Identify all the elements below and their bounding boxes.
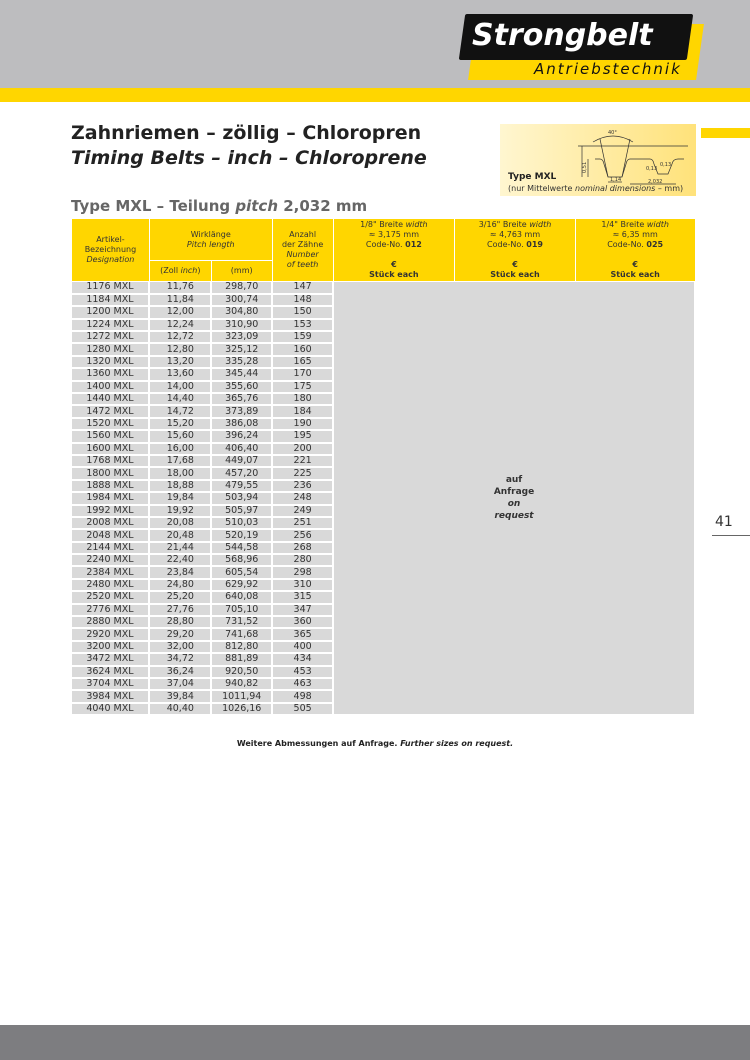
mm-cell: 345,44 (211, 368, 272, 380)
table-row (72, 282, 696, 294)
teeth-cell: 365 (272, 628, 333, 640)
article-cell: 1768 MXL (72, 455, 150, 467)
article-cell: 4040 MXL (72, 703, 150, 715)
inch-cell: 18,00 (149, 467, 211, 479)
teeth-cell: 195 (272, 430, 333, 442)
teeth-cell: 453 (272, 666, 333, 678)
teeth-cell: 268 (272, 542, 333, 554)
inch-cell: 12,80 (149, 343, 211, 355)
mm-cell: 568,96 (211, 554, 272, 566)
diagram-type: Type MXL (508, 172, 557, 182)
mm-cell: 812,80 (211, 641, 272, 653)
article-cell: 1992 MXL (72, 505, 150, 517)
article-cell: 1280 MXL (72, 343, 150, 355)
article-cell: 2240 MXL (72, 554, 150, 566)
article-cell: 3472 MXL (72, 653, 150, 665)
tooth-height-label: 0,51 (582, 161, 588, 173)
teeth-cell: 190 (272, 418, 333, 430)
article-cell: 2144 MXL (72, 542, 150, 554)
mm-cell: 335,28 (211, 356, 272, 368)
page-title-en: Timing Belts – inch – Chloroprene (71, 147, 427, 169)
teeth-cell: 150 (272, 306, 333, 318)
inch-cell: 28,80 (149, 616, 211, 628)
inch-cell: 25,20 (149, 591, 211, 603)
teeth-cell: 165 (272, 356, 333, 368)
article-cell: 2480 MXL (72, 579, 150, 591)
teeth-cell: 170 (272, 368, 333, 380)
article-cell: 1520 MXL (72, 418, 150, 430)
teeth-cell: 180 (272, 393, 333, 405)
mm-cell: 881,89 (211, 653, 272, 665)
header-stripe (0, 88, 750, 102)
inch-cell: 12,00 (149, 306, 211, 318)
inch-cell: 19,92 (149, 505, 211, 517)
header-mm: (mm) (211, 261, 272, 282)
mm-cell: 406,40 (211, 443, 272, 455)
mm-cell: 373,89 (211, 405, 272, 417)
page-title: Zahnriemen – zöllig – Chloropren (71, 122, 422, 144)
teeth-cell: 159 (272, 331, 333, 343)
teeth-cell: 463 (272, 678, 333, 690)
footer-bar (0, 1025, 750, 1060)
mm-cell: 310,90 (211, 319, 272, 331)
inch-cell: 18,88 (149, 480, 211, 492)
angle-label: 40° (608, 130, 617, 136)
teeth-cell: 221 (272, 455, 333, 467)
article-cell: 3200 MXL (72, 641, 150, 653)
inch-cell: 27,76 (149, 604, 211, 616)
article-cell: 1200 MXL (72, 306, 150, 318)
teeth-cell: 200 (272, 443, 333, 455)
teeth-cell: 153 (272, 319, 333, 331)
mm-cell: 503,94 (211, 492, 272, 504)
inch-cell: 36,24 (149, 666, 211, 678)
mm-cell: 544,58 (211, 542, 272, 554)
inch-cell: 12,72 (149, 331, 211, 343)
header-article: Artikel- Bezeichnung Designation (72, 219, 150, 282)
inch-cell: 15,60 (149, 430, 211, 442)
inch-cell: 13,20 (149, 356, 211, 368)
header-pitch-length: Wirklänge Pitch length (149, 219, 272, 261)
article-cell: 1400 MXL (72, 381, 150, 393)
pitch-label: 2,032 (648, 179, 663, 185)
teeth-cell: 280 (272, 554, 333, 566)
page-number: 41 (715, 514, 733, 530)
inch-cell: 39,84 (149, 690, 211, 702)
article-cell: 2880 MXL (72, 616, 150, 628)
mm-cell: 741,68 (211, 628, 272, 640)
inch-cell: 22,40 (149, 554, 211, 566)
inch-cell: 11,84 (149, 294, 211, 306)
teeth-cell: 298 (272, 566, 333, 578)
teeth-cell: 148 (272, 294, 333, 306)
header-width-012: 1/8" Breite width ≈ 3,175 mm Code-No. 012 € Stück each (333, 219, 455, 282)
mm-cell: 396,24 (211, 430, 272, 442)
article-cell: 1560 MXL (72, 430, 150, 442)
teeth-cell: 248 (272, 492, 333, 504)
article-cell: 2048 MXL (72, 529, 150, 541)
mm-cell: 323,09 (211, 331, 272, 343)
mm-cell: 479,55 (211, 480, 272, 492)
article-cell: 2520 MXL (72, 591, 150, 603)
mm-cell: 365,76 (211, 393, 272, 405)
article-cell: 1440 MXL (72, 393, 150, 405)
article-cell: 1984 MXL (72, 492, 150, 504)
inch-cell: 15,20 (149, 418, 211, 430)
teeth-cell: 236 (272, 480, 333, 492)
teeth-cell: 315 (272, 591, 333, 603)
inch-cell: 12,24 (149, 319, 211, 331)
mm-cell: 731,52 (211, 616, 272, 628)
mm-cell: 510,03 (211, 517, 272, 529)
teeth-cell: 256 (272, 529, 333, 541)
mm-cell: 457,20 (211, 467, 272, 479)
mm-cell: 386,08 (211, 418, 272, 430)
inch-cell: 40,40 (149, 703, 211, 715)
mm-cell: 325,12 (211, 343, 272, 355)
mm-cell: 449,07 (211, 455, 272, 467)
inch-cell: 11,76 (149, 282, 211, 294)
article-cell: 1888 MXL (72, 480, 150, 492)
inch-cell: 13,60 (149, 368, 211, 380)
teeth-cell: 225 (272, 467, 333, 479)
width-label: 1,14 (610, 177, 622, 183)
tooth-profile-diagram (500, 124, 696, 196)
inch-cell: 14,00 (149, 381, 211, 393)
inch-cell: 16,00 (149, 443, 211, 455)
mm-cell: 1026,16 (211, 703, 272, 715)
mm-cell: 629,92 (211, 579, 272, 591)
inch-cell: 14,72 (149, 405, 211, 417)
mm-cell: 640,08 (211, 591, 272, 603)
mm-cell: 520,19 (211, 529, 272, 541)
mm-cell: 355,60 (211, 381, 272, 393)
mm-cell: 304,80 (211, 306, 272, 318)
radius-label-1: 0,13 (646, 166, 658, 172)
belt-table (71, 218, 696, 716)
header-width-019: 3/16" Breite width ≈ 4,763 mm Code-No. 019 € Stück each (455, 219, 576, 282)
article-cell: 1360 MXL (72, 368, 150, 380)
teeth-cell: 498 (272, 690, 333, 702)
diagram-note: (nur Mittelwerte nominal dimensions – mm) (508, 184, 684, 193)
section-subtitle: Type MXL – Teilung pitch 2,032 mm (71, 197, 368, 215)
teeth-cell: 160 (272, 343, 333, 355)
logo-tagline: Antriebstechnik (534, 60, 682, 78)
teeth-cell: 347 (272, 604, 333, 616)
teeth-cell: 147 (272, 282, 333, 294)
mm-cell: 605,54 (211, 566, 272, 578)
side-tab-marker (701, 128, 750, 138)
strongbelt-logo (462, 14, 702, 80)
inch-cell: 32,00 (149, 641, 211, 653)
article-cell: 2920 MXL (72, 628, 150, 640)
inch-cell: 14,40 (149, 393, 211, 405)
mm-cell: 298,70 (211, 282, 272, 294)
teeth-cell: 175 (272, 381, 333, 393)
article-cell: 1800 MXL (72, 467, 150, 479)
teeth-cell: 184 (272, 405, 333, 417)
price-on-request: auf Anfrage on request (333, 282, 695, 716)
article-cell: 1472 MXL (72, 405, 150, 417)
inch-cell: 24,80 (149, 579, 211, 591)
teeth-cell: 251 (272, 517, 333, 529)
header-teeth: Anzahl der Zähne Number of teeth (272, 219, 333, 282)
article-cell: 1176 MXL (72, 282, 150, 294)
mm-cell: 505,97 (211, 505, 272, 517)
mm-cell: 940,82 (211, 678, 272, 690)
article-cell: 2384 MXL (72, 566, 150, 578)
article-cell: 1272 MXL (72, 331, 150, 343)
teeth-cell: 400 (272, 641, 333, 653)
inch-cell: 20,48 (149, 529, 211, 541)
article-cell: 2776 MXL (72, 604, 150, 616)
mm-cell: 705,10 (211, 604, 272, 616)
article-cell: 3984 MXL (72, 690, 150, 702)
teeth-cell: 310 (272, 579, 333, 591)
inch-cell: 20,08 (149, 517, 211, 529)
inch-cell: 34,72 (149, 653, 211, 665)
header-width-025: 1/4" Breite width ≈ 6,35 mm Code-No. 025 € Stück each (575, 219, 695, 282)
teeth-cell: 249 (272, 505, 333, 517)
page-number-rule (712, 535, 750, 536)
article-cell: 1224 MXL (72, 319, 150, 331)
header-inch: (Zoll inch) (149, 261, 211, 282)
mm-cell: 920,50 (211, 666, 272, 678)
teeth-cell: 505 (272, 703, 333, 715)
teeth-cell: 434 (272, 653, 333, 665)
inch-cell: 21,44 (149, 542, 211, 554)
inch-cell: 19,84 (149, 492, 211, 504)
footer-note: Weitere Abmessungen auf Anfrage. Further sizes on request. (236, 739, 514, 748)
article-cell: 1320 MXL (72, 356, 150, 368)
inch-cell: 37,04 (149, 678, 211, 690)
teeth-cell: 360 (272, 616, 333, 628)
mm-cell: 300,74 (211, 294, 272, 306)
article-cell: 2008 MXL (72, 517, 150, 529)
inch-cell: 17,68 (149, 455, 211, 467)
article-cell: 1184 MXL (72, 294, 150, 306)
radius-label-2: 0,13 (660, 162, 672, 168)
article-cell: 3704 MXL (72, 678, 150, 690)
article-cell: 3624 MXL (72, 666, 150, 678)
article-cell: 1600 MXL (72, 443, 150, 455)
inch-cell: 23,84 (149, 566, 211, 578)
logo-name: Strongbelt (472, 18, 653, 53)
inch-cell: 29,20 (149, 628, 211, 640)
mm-cell: 1011,94 (211, 690, 272, 702)
